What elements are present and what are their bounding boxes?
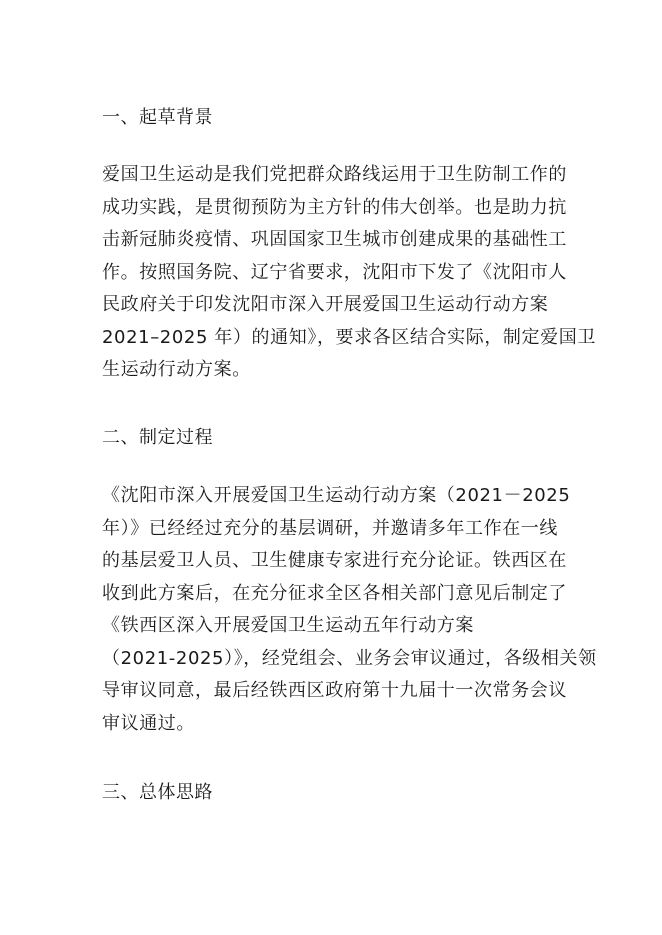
paragraph-line: 作。按照国务院、辽宁省要求，沈阳市下发了《沈阳市人 [102, 261, 567, 283]
paragraph-line: 击新冠肺炎疫情、巩固国家卫生城市创建成果的基础性工 [102, 229, 567, 250]
section-heading-process: 二、制定过程 [102, 427, 213, 448]
paragraph-line: 生运动行动方案。 [102, 359, 251, 380]
paragraph-line: 的基层爱卫人员、卫生健康专家进行充分论证。铁西区在 [102, 550, 567, 571]
section-heading-background: 一、起草背景 [102, 107, 213, 128]
paragraph-line: （2021-2025）》，经党组会、业务会审议通过，各级相关领 [102, 647, 597, 669]
paragraph-line: 成功实践，是贯彻预防为主方针的伟大创举。也是助力抗 [102, 196, 567, 218]
paragraph-line: 收到此方案后，在充分征求全区各相关部门意见后制定了 [102, 582, 567, 604]
paragraph-process [102, 480, 597, 740]
paragraph-line: 民政府关于印发沈阳市深入开展爱国卫生运动行动方案 [102, 294, 549, 315]
paragraph-line: 年）》已经经过充分的基层调研，并邀请多年工作在一线 [102, 517, 558, 539]
paragraph-line: 2021–2025 年）的通知》，要求各区结合实际，制定爱国卫 [102, 326, 596, 348]
paragraph-line: 《铁西区深入开展爱国卫生运动五年行动方案 [102, 615, 474, 636]
paragraph-line: 《沈阳市深入开展爱国卫生运动行动方案（2021－2025 [102, 485, 571, 506]
paragraph-background [102, 159, 596, 387]
paragraph-line: 导审议同意，最后经铁西区政府第十九届十一次常务会议 [102, 680, 567, 701]
section-heading-approach: 三、总体思路 [102, 782, 213, 803]
paragraph-line: 爱国卫生运动是我们党把群众路线运用于卫生防制工作的 [102, 164, 567, 185]
paragraph-line: 审议通过。 [102, 712, 195, 734]
